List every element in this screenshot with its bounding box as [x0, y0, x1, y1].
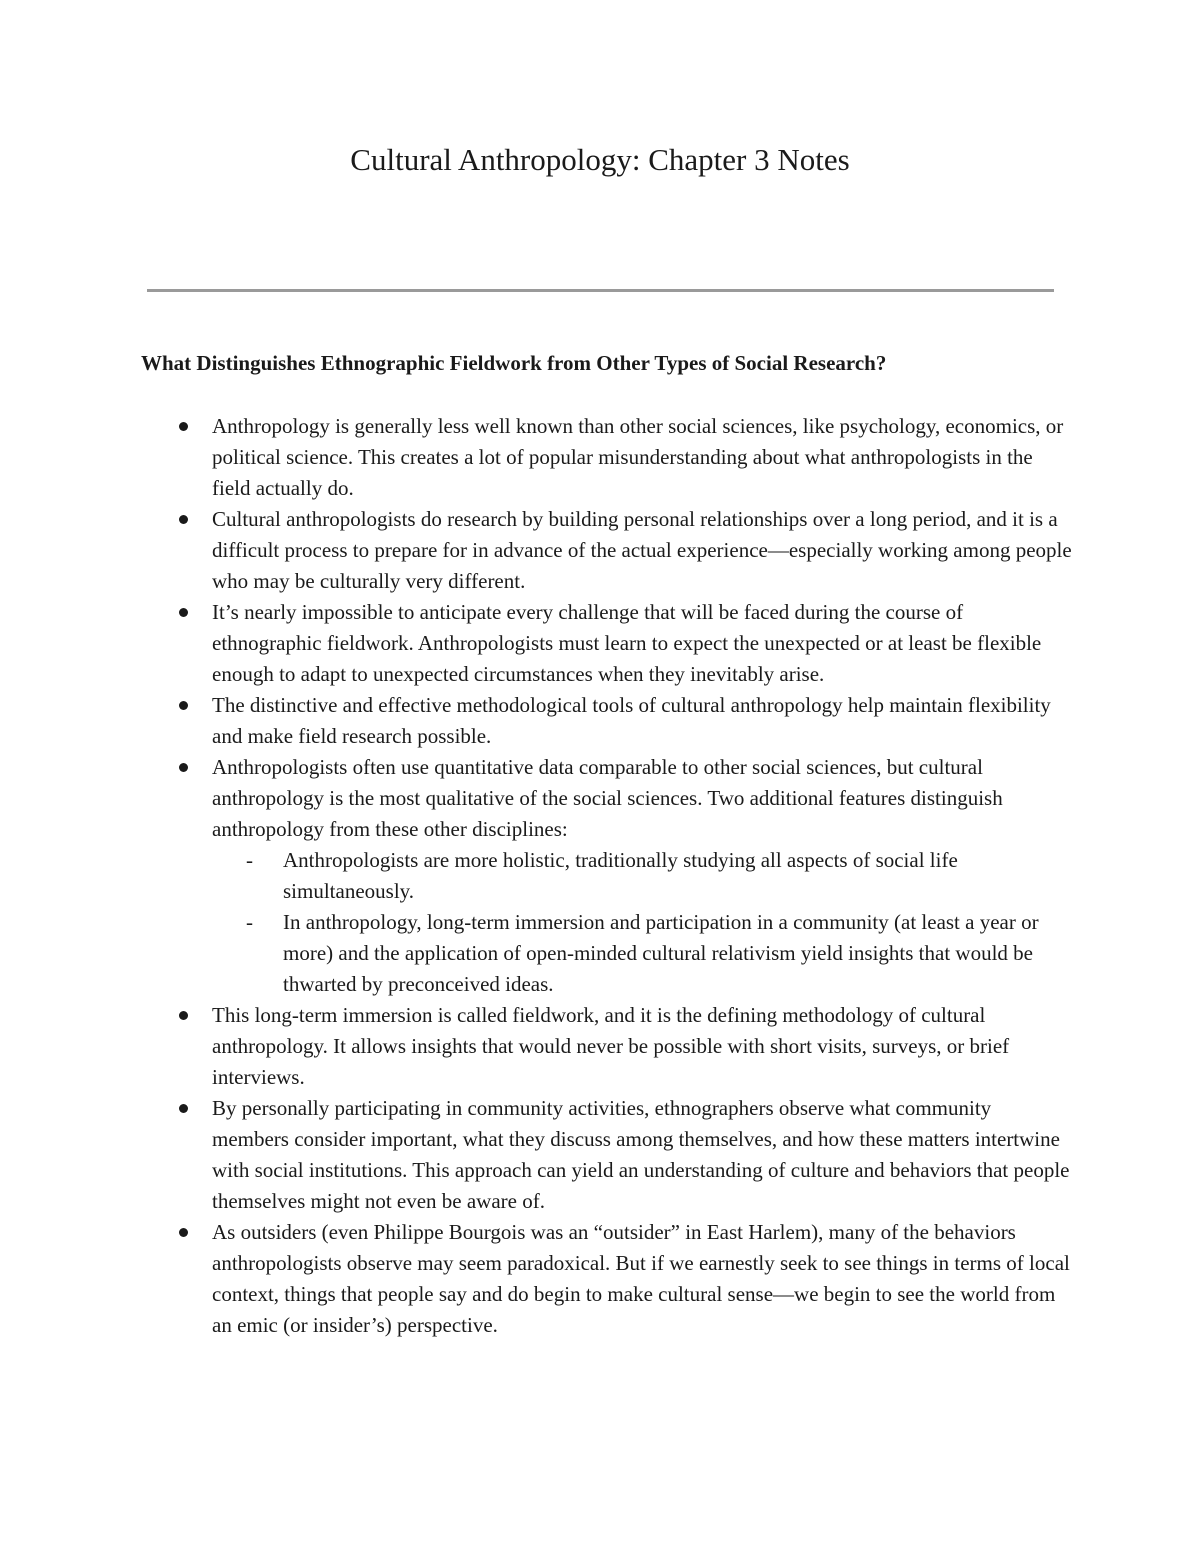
bullet-text: It’s nearly impossible to anticipate every challenge that will be faced during the course of ethnographic fieldwork. Anthropologists must learn to expect the unexpected or at least be flexible enough to adapt to unexpected circumstances when they inevitably arise. [212, 600, 1042, 686]
bullet-dot-icon [179, 1011, 188, 1020]
bullet-dot-icon [179, 608, 188, 617]
bullet-dot-icon [179, 763, 188, 772]
bullet-item [212, 504, 1072, 597]
dash-marker: - [246, 910, 253, 934]
bullet-list [212, 411, 1072, 1341]
bullet-dot-icon [179, 422, 188, 431]
bullet-text: Anthropology is generally less well known than other social sciences, like psychology, economics, or political science. This creates a lot of popular misunderstanding about what anthropologists in the field actually do. [212, 414, 1064, 500]
bullet-text: This long-term immersion is called fieldwork, and it is the defining methodology of cultural anthropology. It allows insights that would never be possible with short visits, surveys, or brief interviews. [212, 1003, 1010, 1089]
bullet-text: As outsiders (even Philippe Bourgois was an “outsider” in East Harlem), many of the behaviors anthropologists observe may seem paradoxical. But if we earnestly seek to see things in terms of local context, things that people say and do begin to make cultural sense—we begin to see the world from an emic (or insider’s) perspective. [212, 1220, 1070, 1337]
bullet-item [212, 1093, 1072, 1217]
bullet-text: By personally participating in community activities, ethnographers observe what community members consider important, what they discuss among themselves, and how these matters intertwine with social institutions. This approach can yield an understanding of culture and behaviors that people themselves might not even be aware of. [212, 1096, 1070, 1213]
sub-bullet-text: Anthropologists are more holistic, traditionally studying all aspects of social life simultaneously. [283, 848, 958, 903]
sub-bullet-list [212, 845, 1072, 1000]
bullet-dot-icon [179, 1104, 188, 1113]
bullet-item [212, 597, 1072, 690]
document-title: Cultural Anthropology: Chapter 3 Notes [350, 142, 850, 177]
bullet-item [212, 411, 1072, 504]
dash-marker: - [246, 848, 253, 872]
bullet-dot-icon [179, 701, 188, 710]
bullet-dot-icon [179, 1228, 188, 1237]
bullet-item [212, 752, 1072, 1000]
sub-bullet-item [246, 845, 1072, 907]
bullet-text: Cultural anthropologists do research by building personal relationships over a long period, and it is a difficult process to prepare for in advance of the actual experience—especially working among people who may be culturally very different. [212, 507, 1072, 593]
bullet-item [212, 690, 1072, 752]
bullet-text: Anthropologists often use quantitative data comparable to other social sciences, but cultural anthropology is the most qualitative of the social sciences. Two additional features distinguish anthropology from these other disciplines: [212, 755, 1003, 841]
bullet-item [212, 1217, 1072, 1341]
bullet-dot-icon [179, 515, 188, 524]
sub-bullet-item [246, 907, 1072, 1000]
sub-bullet-text: In anthropology, long-term immersion and participation in a community (at least a year or more) and the application of open-minded cultural relativism yield insights that would be thwarted by preconceived ideas. [283, 910, 1039, 996]
bullet-text: The distinctive and effective methodological tools of cultural anthropology help maintain flexibility and make field research possible. [212, 693, 1051, 748]
section-heading: What Distinguishes Ethnographic Fieldwork from Other Types of Social Research? [141, 351, 887, 375]
bullet-item [212, 1000, 1072, 1093]
horizontal-rule [147, 289, 1054, 292]
